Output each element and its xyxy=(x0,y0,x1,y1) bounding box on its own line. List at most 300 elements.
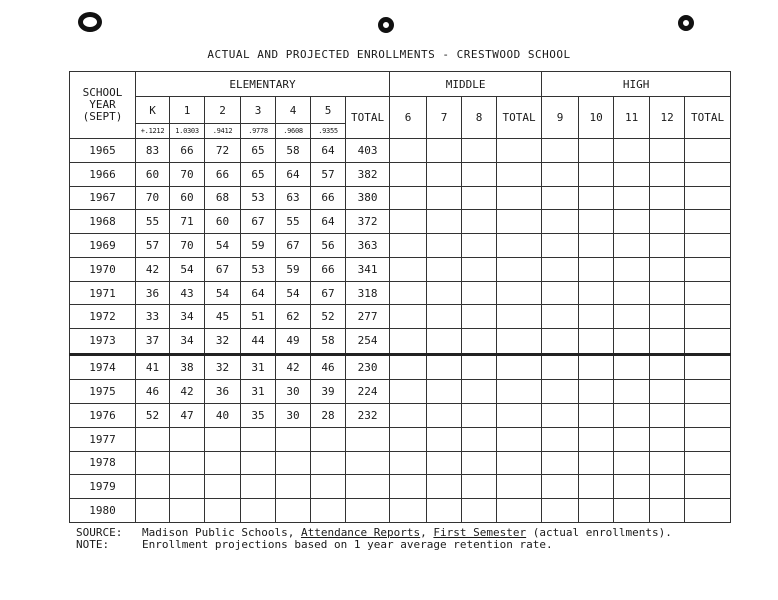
empty-cell xyxy=(614,404,650,428)
empty-cell xyxy=(614,499,650,523)
source-separator: , xyxy=(420,526,434,539)
empty-cell xyxy=(497,305,542,329)
table-row xyxy=(70,210,731,234)
empty-cell xyxy=(685,451,731,475)
empty-cell xyxy=(462,210,497,234)
empty-cell xyxy=(497,139,542,163)
school-year-cell: 1972 xyxy=(70,305,136,329)
table-row xyxy=(70,257,731,281)
empty-cell xyxy=(390,139,427,163)
empty-cell xyxy=(427,451,462,475)
table-row xyxy=(70,305,731,329)
table-row xyxy=(70,186,731,210)
enrollment-cell: 42 xyxy=(170,380,205,404)
enrollment-cell: 44 xyxy=(241,329,276,354)
middle-total-header: TOTAL xyxy=(497,97,542,139)
grade-header: K xyxy=(136,97,170,124)
empty-cell xyxy=(614,281,650,305)
enrollment-cell: 31 xyxy=(241,354,276,379)
enrollment-cell: 83 xyxy=(136,139,170,163)
enrollment-cell: 64 xyxy=(311,139,346,163)
empty-cell xyxy=(650,451,685,475)
empty-cell xyxy=(650,210,685,234)
empty-cell xyxy=(542,162,579,186)
grade-header: 7 xyxy=(427,97,462,139)
empty-cell xyxy=(462,139,497,163)
empty-cell xyxy=(542,210,579,234)
empty-cell xyxy=(579,234,614,258)
enrollment-cell: 34 xyxy=(170,305,205,329)
enrollment-cell: 35 xyxy=(241,404,276,428)
enrollment-cell: 38 xyxy=(170,354,205,379)
empty-cell xyxy=(614,162,650,186)
grade-header: 6 xyxy=(390,97,427,139)
empty-cell xyxy=(427,139,462,163)
enrollment-cell xyxy=(241,427,276,451)
empty-cell xyxy=(542,257,579,281)
empty-cell xyxy=(427,427,462,451)
empty-cell xyxy=(427,499,462,523)
empty-cell xyxy=(462,281,497,305)
enrollment-cell: 54 xyxy=(205,234,241,258)
empty-cell xyxy=(685,305,731,329)
enrollment-cell xyxy=(170,499,205,523)
empty-cell xyxy=(542,139,579,163)
enrollment-cell xyxy=(205,475,241,499)
empty-cell xyxy=(614,354,650,379)
empty-cell xyxy=(427,380,462,404)
empty-cell xyxy=(427,354,462,379)
table-row xyxy=(70,329,731,354)
elementary-total-cell xyxy=(346,475,390,499)
empty-cell xyxy=(579,427,614,451)
grade-header-row xyxy=(70,97,731,124)
empty-cell xyxy=(579,380,614,404)
empty-cell xyxy=(650,257,685,281)
enrollment-cell: 68 xyxy=(205,186,241,210)
retention-rate: .9778 xyxy=(241,124,276,139)
high-header: HIGH xyxy=(542,72,731,97)
enrollment-cell xyxy=(136,451,170,475)
retention-rate: +.1212 xyxy=(136,124,170,139)
empty-cell xyxy=(579,404,614,428)
enrollment-cell xyxy=(276,475,311,499)
school-year-cell: 1980 xyxy=(70,499,136,523)
enrollment-cell: 66 xyxy=(311,186,346,210)
school-year-cell: 1968 xyxy=(70,210,136,234)
enrollment-cell: 33 xyxy=(136,305,170,329)
empty-cell xyxy=(390,257,427,281)
school-year-cell: 1971 xyxy=(70,281,136,305)
empty-cell xyxy=(579,329,614,354)
empty-cell xyxy=(427,210,462,234)
enrollment-cell xyxy=(136,475,170,499)
enrollment-cell: 54 xyxy=(276,281,311,305)
footer-notes xyxy=(76,527,672,551)
grade-header: 4 xyxy=(276,97,311,124)
empty-cell xyxy=(650,475,685,499)
empty-cell xyxy=(685,210,731,234)
enrollment-cell: 39 xyxy=(311,380,346,404)
enrollment-cell: 64 xyxy=(241,281,276,305)
elementary-total-header: TOTAL xyxy=(346,97,390,139)
empty-cell xyxy=(462,162,497,186)
note-line xyxy=(76,539,672,551)
retention-rate: .9608 xyxy=(276,124,311,139)
empty-cell xyxy=(614,186,650,210)
empty-cell xyxy=(497,186,542,210)
empty-cell xyxy=(497,257,542,281)
empty-cell xyxy=(685,281,731,305)
grade-header: 8 xyxy=(462,97,497,139)
empty-cell xyxy=(542,329,579,354)
enrollment-cell xyxy=(241,475,276,499)
enrollment-cell: 36 xyxy=(205,380,241,404)
empty-cell xyxy=(650,404,685,428)
grade-header: 11 xyxy=(614,97,650,139)
grade-header: 9 xyxy=(542,97,579,139)
empty-cell xyxy=(650,162,685,186)
enrollment-cell: 31 xyxy=(241,380,276,404)
empty-cell xyxy=(462,234,497,258)
empty-cell xyxy=(497,329,542,354)
enrollment-cell: 41 xyxy=(136,354,170,379)
empty-cell xyxy=(650,354,685,379)
empty-cell xyxy=(650,329,685,354)
source-report-title: Attendance Reports xyxy=(300,526,421,539)
empty-cell xyxy=(427,257,462,281)
enrollment-cell: 64 xyxy=(311,210,346,234)
empty-cell xyxy=(390,499,427,523)
enrollment-cell xyxy=(205,499,241,523)
empty-cell xyxy=(427,234,462,258)
enrollment-cell: 36 xyxy=(136,281,170,305)
school-year-cell: 1977 xyxy=(70,427,136,451)
empty-cell xyxy=(462,329,497,354)
enrollment-cell: 70 xyxy=(170,234,205,258)
empty-cell xyxy=(427,162,462,186)
enrollment-cell xyxy=(136,499,170,523)
empty-cell xyxy=(462,499,497,523)
enrollment-cell xyxy=(241,451,276,475)
enrollment-cell xyxy=(276,427,311,451)
empty-cell xyxy=(542,475,579,499)
enrollment-cell: 30 xyxy=(276,404,311,428)
empty-cell xyxy=(497,427,542,451)
elementary-total-cell xyxy=(346,499,390,523)
elementary-total-cell: 232 xyxy=(346,404,390,428)
enrollment-cell: 59 xyxy=(276,257,311,281)
empty-cell xyxy=(650,305,685,329)
empty-cell xyxy=(579,139,614,163)
enrollment-cell: 58 xyxy=(276,139,311,163)
empty-cell xyxy=(462,451,497,475)
empty-cell xyxy=(650,234,685,258)
table-row xyxy=(70,427,731,451)
empty-cell xyxy=(685,139,731,163)
empty-cell xyxy=(542,234,579,258)
note-label: NOTE: xyxy=(76,538,110,551)
source-semester: First Semester xyxy=(433,526,527,539)
empty-cell xyxy=(685,404,731,428)
empty-cell xyxy=(579,475,614,499)
punch-hole-right xyxy=(678,15,694,31)
school-year-cell: 1978 xyxy=(70,451,136,475)
enrollment-cell: 42 xyxy=(276,354,311,379)
empty-cell xyxy=(390,305,427,329)
empty-cell xyxy=(390,354,427,379)
table-row xyxy=(70,354,731,379)
enrollment-cell: 52 xyxy=(311,305,346,329)
enrollment-cell xyxy=(311,451,346,475)
enrollment-cell: 57 xyxy=(136,234,170,258)
empty-cell xyxy=(462,354,497,379)
grade-header: 10 xyxy=(579,97,614,139)
enrollment-cell: 60 xyxy=(205,210,241,234)
enrollment-cell xyxy=(170,475,205,499)
enrollment-cell: 46 xyxy=(311,354,346,379)
empty-cell xyxy=(685,354,731,379)
enrollment-cell: 51 xyxy=(241,305,276,329)
enrollment-cell: 47 xyxy=(170,404,205,428)
empty-cell xyxy=(497,354,542,379)
enrollment-cell xyxy=(311,475,346,499)
empty-cell xyxy=(497,499,542,523)
empty-cell xyxy=(497,380,542,404)
school-year-header: SCHOOL YEAR (SEPT) xyxy=(70,72,136,139)
empty-cell xyxy=(650,281,685,305)
empty-cell xyxy=(542,380,579,404)
empty-cell xyxy=(614,210,650,234)
empty-cell xyxy=(462,380,497,404)
enrollment-cell: 66 xyxy=(205,162,241,186)
retention-rate: .9412 xyxy=(205,124,241,139)
table-row xyxy=(70,281,731,305)
enrollment-cell: 65 xyxy=(241,162,276,186)
empty-cell xyxy=(542,404,579,428)
note-text: Enrollment projections based on 1 year average retention rate. xyxy=(142,538,553,551)
empty-cell xyxy=(614,380,650,404)
enrollment-cell: 52 xyxy=(136,404,170,428)
empty-cell xyxy=(685,380,731,404)
empty-cell xyxy=(390,329,427,354)
empty-cell xyxy=(579,499,614,523)
grade-header: 12 xyxy=(650,97,685,139)
enrollment-cell xyxy=(205,427,241,451)
school-year-cell: 1967 xyxy=(70,186,136,210)
empty-cell xyxy=(685,257,731,281)
school-year-cell: 1976 xyxy=(70,404,136,428)
empty-cell xyxy=(579,354,614,379)
enrollment-cell: 49 xyxy=(276,329,311,354)
table-row xyxy=(70,451,731,475)
enrollment-cell: 64 xyxy=(276,162,311,186)
enrollment-cell: 65 xyxy=(241,139,276,163)
empty-cell xyxy=(542,354,579,379)
source-note: (actual enrollments). xyxy=(526,526,672,539)
enrollment-cell: 71 xyxy=(170,210,205,234)
enrollment-cell: 67 xyxy=(276,234,311,258)
enrollment-cell: 55 xyxy=(276,210,311,234)
enrollment-cell: 54 xyxy=(170,257,205,281)
empty-cell xyxy=(497,281,542,305)
school-year-cell: 1975 xyxy=(70,380,136,404)
empty-cell xyxy=(650,380,685,404)
empty-cell xyxy=(650,499,685,523)
empty-cell xyxy=(579,281,614,305)
empty-cell xyxy=(614,329,650,354)
empty-cell xyxy=(427,186,462,210)
empty-cell xyxy=(614,451,650,475)
elementary-total-cell: 224 xyxy=(346,380,390,404)
enrollment-cell: 37 xyxy=(136,329,170,354)
retention-rate: .9355 xyxy=(311,124,346,139)
empty-cell xyxy=(427,305,462,329)
enrollment-cell: 60 xyxy=(170,186,205,210)
elementary-total-cell: 277 xyxy=(346,305,390,329)
grade-header: 3 xyxy=(241,97,276,124)
empty-cell xyxy=(427,475,462,499)
empty-cell xyxy=(390,475,427,499)
source-label: SOURCE: xyxy=(76,526,123,539)
school-year-cell: 1969 xyxy=(70,234,136,258)
empty-cell xyxy=(650,139,685,163)
enrollment-cell: 32 xyxy=(205,329,241,354)
enrollment-cell xyxy=(276,451,311,475)
empty-cell xyxy=(685,499,731,523)
retention-rate: 1.0303 xyxy=(170,124,205,139)
enrollment-cell: 32 xyxy=(205,354,241,379)
enrollment-cell: 63 xyxy=(276,186,311,210)
empty-cell xyxy=(390,234,427,258)
empty-cell xyxy=(497,210,542,234)
enrollment-cell: 56 xyxy=(311,234,346,258)
enrollment-cell xyxy=(136,427,170,451)
empty-cell xyxy=(579,451,614,475)
table-row xyxy=(70,234,731,258)
enrollment-cell xyxy=(170,451,205,475)
enrollment-cell: 42 xyxy=(136,257,170,281)
empty-cell xyxy=(542,186,579,210)
enrollment-cell: 55 xyxy=(136,210,170,234)
empty-cell xyxy=(427,404,462,428)
school-year-cell: 1965 xyxy=(70,139,136,163)
enrollment-cell: 66 xyxy=(170,139,205,163)
enrollment-cell xyxy=(205,451,241,475)
elementary-total-cell xyxy=(346,427,390,451)
grade-header: 2 xyxy=(205,97,241,124)
empty-cell xyxy=(462,427,497,451)
empty-cell xyxy=(497,475,542,499)
empty-cell xyxy=(579,257,614,281)
enrollment-cell: 70 xyxy=(136,186,170,210)
empty-cell xyxy=(390,186,427,210)
table-row xyxy=(70,162,731,186)
elementary-total-cell: 403 xyxy=(346,139,390,163)
enrollment-cell: 72 xyxy=(205,139,241,163)
enrollment-cell xyxy=(311,499,346,523)
punch-hole-left xyxy=(78,12,102,32)
enrollment-cell: 62 xyxy=(276,305,311,329)
empty-cell xyxy=(685,329,731,354)
empty-cell xyxy=(497,234,542,258)
empty-cell xyxy=(614,427,650,451)
punch-hole-middle xyxy=(378,17,394,33)
elementary-total-cell: 382 xyxy=(346,162,390,186)
empty-cell xyxy=(542,281,579,305)
empty-cell xyxy=(614,234,650,258)
enrollment-cell: 43 xyxy=(170,281,205,305)
elementary-total-cell xyxy=(346,451,390,475)
school-year-cell: 1973 xyxy=(70,329,136,354)
empty-cell xyxy=(685,427,731,451)
enrollment-cell: 57 xyxy=(311,162,346,186)
empty-cell xyxy=(462,257,497,281)
empty-cell xyxy=(390,210,427,234)
elementary-total-cell: 372 xyxy=(346,210,390,234)
empty-cell xyxy=(390,281,427,305)
empty-cell xyxy=(579,210,614,234)
enrollment-cell: 53 xyxy=(241,186,276,210)
enrollment-cell: 70 xyxy=(170,162,205,186)
empty-cell xyxy=(685,162,731,186)
empty-cell xyxy=(614,139,650,163)
enrollment-cell xyxy=(170,427,205,451)
empty-cell xyxy=(390,380,427,404)
enrollment-cell: 67 xyxy=(205,257,241,281)
enrollment-cell: 45 xyxy=(205,305,241,329)
enrollment-cell: 54 xyxy=(205,281,241,305)
enrollment-cell: 66 xyxy=(311,257,346,281)
empty-cell xyxy=(427,281,462,305)
empty-cell xyxy=(390,427,427,451)
enrollment-cell xyxy=(276,499,311,523)
enrollment-cell: 30 xyxy=(276,380,311,404)
empty-cell xyxy=(650,186,685,210)
enrollment-cell xyxy=(311,427,346,451)
grade-header: 1 xyxy=(170,97,205,124)
enrollment-cell: 60 xyxy=(136,162,170,186)
empty-cell xyxy=(462,186,497,210)
elementary-total-cell: 380 xyxy=(346,186,390,210)
high-total-header: TOTAL xyxy=(685,97,731,139)
document-title: ACTUAL AND PROJECTED ENROLLMENTS - CRESTWOOD SCHOOL xyxy=(207,48,571,61)
table-row xyxy=(70,139,731,163)
enrollment-cell xyxy=(241,499,276,523)
empty-cell xyxy=(542,451,579,475)
enrollment-cell: 28 xyxy=(311,404,346,428)
empty-cell xyxy=(614,257,650,281)
empty-cell xyxy=(614,475,650,499)
school-year-cell: 1979 xyxy=(70,475,136,499)
table-row xyxy=(70,475,731,499)
elementary-header: ELEMENTARY xyxy=(136,72,390,97)
empty-cell xyxy=(579,162,614,186)
elementary-total-cell: 254 xyxy=(346,329,390,354)
middle-header: MIDDLE xyxy=(390,72,542,97)
empty-cell xyxy=(497,451,542,475)
school-year-cell: 1970 xyxy=(70,257,136,281)
enrollment-cell: 40 xyxy=(205,404,241,428)
empty-cell xyxy=(462,404,497,428)
enrollment-cell: 34 xyxy=(170,329,205,354)
empty-cell xyxy=(542,305,579,329)
empty-cell xyxy=(614,305,650,329)
empty-cell xyxy=(462,475,497,499)
school-year-cell: 1974 xyxy=(70,354,136,379)
enrollment-cell: 46 xyxy=(136,380,170,404)
empty-cell xyxy=(685,475,731,499)
